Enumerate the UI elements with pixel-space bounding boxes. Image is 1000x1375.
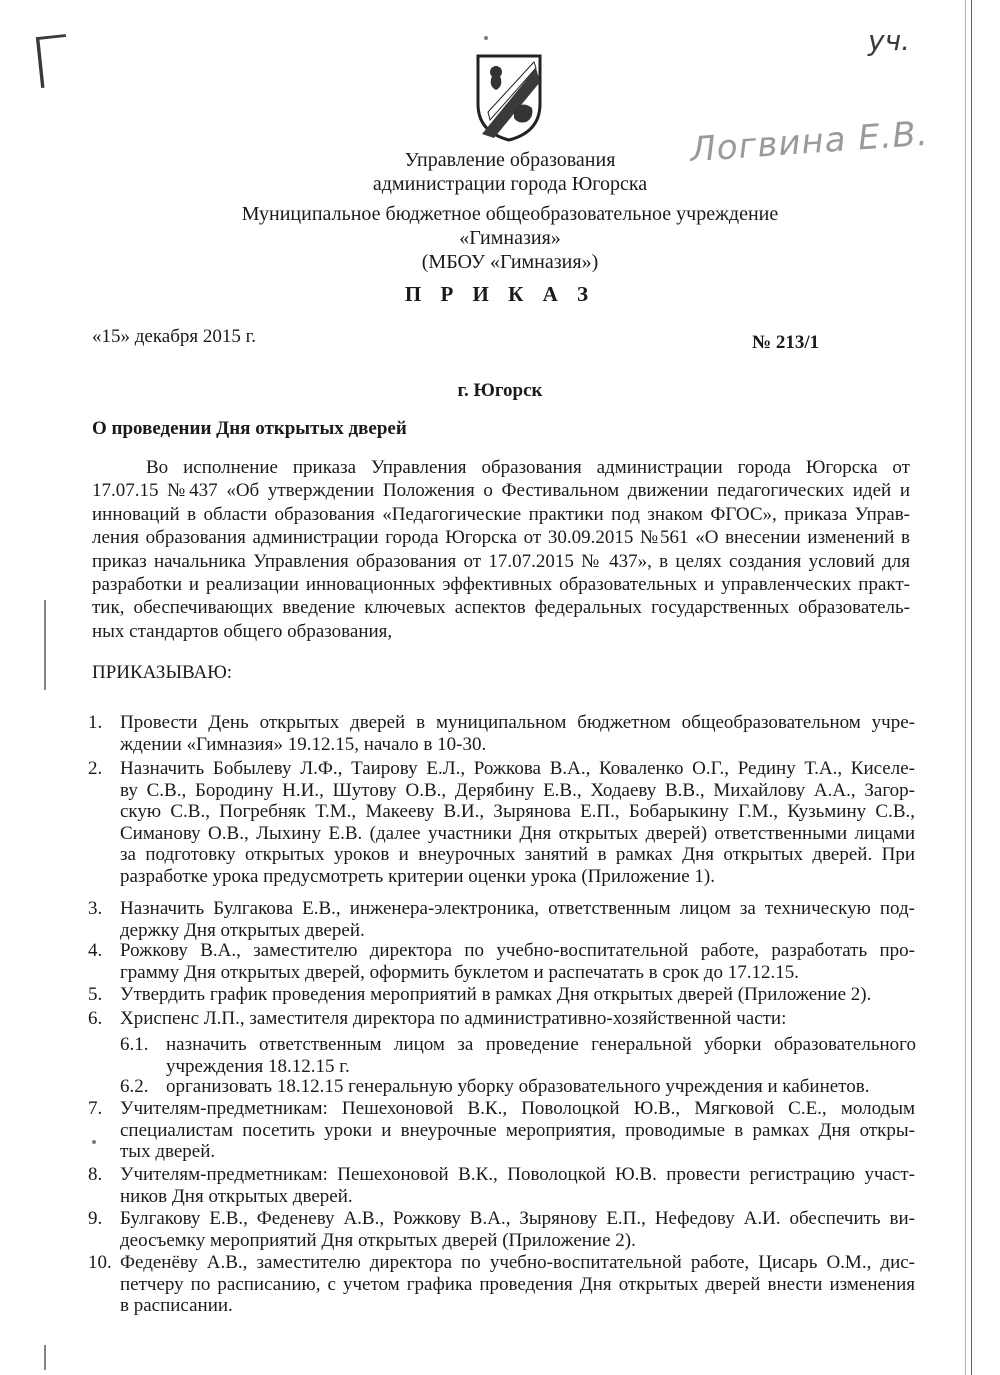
order-item-text	[120, 940, 915, 983]
order-item-number: 4.	[88, 940, 103, 961]
order-item-text	[166, 1034, 916, 1077]
order-item-line: ждении «Гимназия» 19.12.15, начало в 10-30.	[120, 733, 487, 755]
coat-of-arms-icon	[474, 52, 544, 142]
order-item-line: за подготовку открытых уроков и внеурочных занятий в рамках Дня открытых дверей. При	[120, 844, 915, 866]
order-item-text	[120, 758, 915, 888]
order-directive-word: ПРИКАЗЫВАЮ:	[92, 662, 233, 683]
order-item-line: Симанову О.В., Лыхину Е.В. (далее участники Дня открытых дверей) ответственными лицами	[120, 822, 915, 844]
order-city: г. Югорск	[457, 380, 543, 401]
school-line: «Гимназия»	[459, 227, 561, 249]
preamble-line: инноваций в области образования «Педагогические практики под знаком ФГОС», приказа Управ-	[92, 503, 910, 525]
scan-speck	[92, 1140, 96, 1144]
order-item-line: разработке урока предусмотреть критерии оценки урока (Приложение 1).	[120, 865, 715, 887]
order-item-line: организовать 18.12.15 генеральную уборку образовательного учреждения и кабинетов.	[166, 1076, 870, 1097]
order-item-text	[120, 1252, 915, 1317]
preamble-line: ных стандартов общего образования,	[92, 620, 393, 642]
order-item-line: ников Дня открытых дверей.	[120, 1185, 353, 1207]
order-item-number: 3.	[88, 898, 103, 919]
school-line: (МБОУ «Гимназия»)	[421, 251, 599, 273]
order-item-line: в расписании.	[120, 1295, 233, 1317]
preamble-line: разработки и реализации инновационных эффективных образовательных и управленческих практ-	[92, 574, 910, 596]
preamble-line: ления образования администрации города Югорска от 30.09.2015 №561 «О внесении изменений в	[92, 527, 910, 549]
order-item-line: Феденёву А.В., заместителю директора по учебно-воспитательной работе, Цисарь О.М., дис-	[120, 1252, 915, 1273]
order-item-number: 10.	[88, 1252, 112, 1273]
order-item-text	[120, 984, 915, 1006]
order-number: № 213/1	[752, 332, 820, 353]
order-item-line: Назначить Булгакова Е.В., инженера-электроника, ответственным лицом за техническую под-	[120, 898, 915, 919]
order-item-line: тых дверей.	[120, 1141, 216, 1163]
preamble-line: 17.07.15 №437 «Об утверждении Положения о Фестивальном движении педагогических идей и	[92, 480, 910, 502]
order-item-number: 1.	[88, 712, 103, 733]
order-item-line: Утвердить график проведения мероприятий в рамках Дня открытых дверей (Приложение 2).	[120, 984, 872, 1005]
order-date: «15» декабря 2015 г.	[92, 326, 257, 347]
order-item-line: назначить ответственным лицом за проведение генеральной уборки образовательного	[166, 1034, 916, 1055]
school-line: Муниципальное бюджетное общеобразовательное учреждение	[241, 203, 779, 225]
order-item-line: Провести День открытых дверей в муниципальном бюджетном общеобразовательном учре-	[120, 712, 915, 733]
order-item-text	[120, 898, 915, 941]
order-item-text	[120, 1098, 915, 1163]
order-item-line: Булгакову Е.В., Феденеву А.В., Рожкову В.А., Зырянову Е.П., Нефедову А.И. обеспечить ви-	[120, 1208, 915, 1229]
order-item-line: скую С.В., Погребняк Т.М., Макееву В.И., Зырянова Е.П., Бобарыкину Г.М., Кузьмину С.В.,	[120, 801, 915, 823]
handwritten-name: Логвина Е.В.	[688, 113, 930, 171]
order-item-line: Учителям-предметникам: Пешехоновой В.К., Поволоцкой Ю.В., Мягковой С.Е., молодым	[120, 1098, 915, 1119]
order-item-number: 5.	[88, 984, 103, 1005]
order-item-line: грамму Дня открытых дверей, оформить буклетом и распечатать в срок до 17.12.15.	[120, 961, 799, 983]
order-item-line: Хриспенс Л.П., заместителя директора по административно-хозяйственной части:	[120, 1008, 787, 1029]
school-header	[10, 202, 1000, 274]
order-item-text	[120, 1208, 915, 1251]
handwritten-mark-right: уч.	[868, 24, 911, 57]
preamble-line: приказ начальника Управления образования от 17.07.2015 № 437», в целях создания условий для	[92, 550, 910, 572]
order-item-line: Учителям-предметникам: Пешехоновой В.К., Поволоцкой Ю.В. провести регистрацию участ-	[120, 1164, 915, 1185]
preamble-line: тик, обеспечивающих введение ключевых аспектов федеральных государственных образователь-	[92, 597, 910, 619]
order-item-text	[120, 712, 915, 755]
order-item-text	[120, 1164, 915, 1207]
order-item-number: 7.	[88, 1098, 103, 1119]
department-header	[10, 148, 1000, 196]
order-item-number: 2.	[88, 758, 103, 779]
order-item-line: специалистам посетить уроки и внеурочные мероприятия, проводимые в рамках Дня откры-	[120, 1119, 915, 1141]
order-item-number: 9.	[88, 1208, 103, 1229]
preamble-line: Во исполнение приказа Управления образования администрации города Югорска от	[146, 457, 910, 478]
order-item-text	[120, 1008, 915, 1030]
order-item-line: ву С.В., Бородину Н.И., Шутову О.В., Дерябину Е.В., Ходаеву В.В., Михайлову А.А., Загор-	[120, 779, 915, 801]
order-item-number: 6.1.	[120, 1034, 149, 1055]
preamble-paragraph	[92, 456, 910, 643]
scan-speck	[484, 36, 488, 40]
handwritten-mark-left: Г	[25, 20, 74, 106]
department-line: Управление образования	[404, 149, 616, 171]
order-item-line: петчеру по расписанию, с учетом графика проведения Дня открытых дверей внести изменения	[120, 1273, 915, 1295]
order-item-text	[166, 1076, 916, 1098]
order-item-line: деосъемку мероприятий Дня открытых дверей (Приложение 2).	[120, 1229, 636, 1251]
scan-margin-mark	[44, 600, 46, 690]
order-item-line: Рожкову В.А., заместителю директора по учебно-воспитательной работе, разработать про-	[120, 940, 915, 961]
department-line: администрации города Югорска	[372, 173, 648, 195]
order-item-line: держку Дня открытых дверей.	[120, 919, 365, 941]
order-subject: О проведении Дня открытых дверей	[92, 418, 407, 439]
document-title: П Р И К А З	[404, 282, 596, 306]
order-item-line: Назначить Бобылеву Л.Ф., Таирову Е.Л., Рожкова В.А., Коваленко О.Г., Редину Т.А., Киселе-	[120, 758, 915, 779]
order-item-number: 8.	[88, 1164, 103, 1185]
order-item-line: учреждения 18.12.15 г.	[166, 1055, 350, 1077]
order-item-number: 6.2.	[120, 1076, 149, 1097]
order-item-number: 6.	[88, 1008, 103, 1029]
scan-margin-mark	[44, 1345, 46, 1370]
